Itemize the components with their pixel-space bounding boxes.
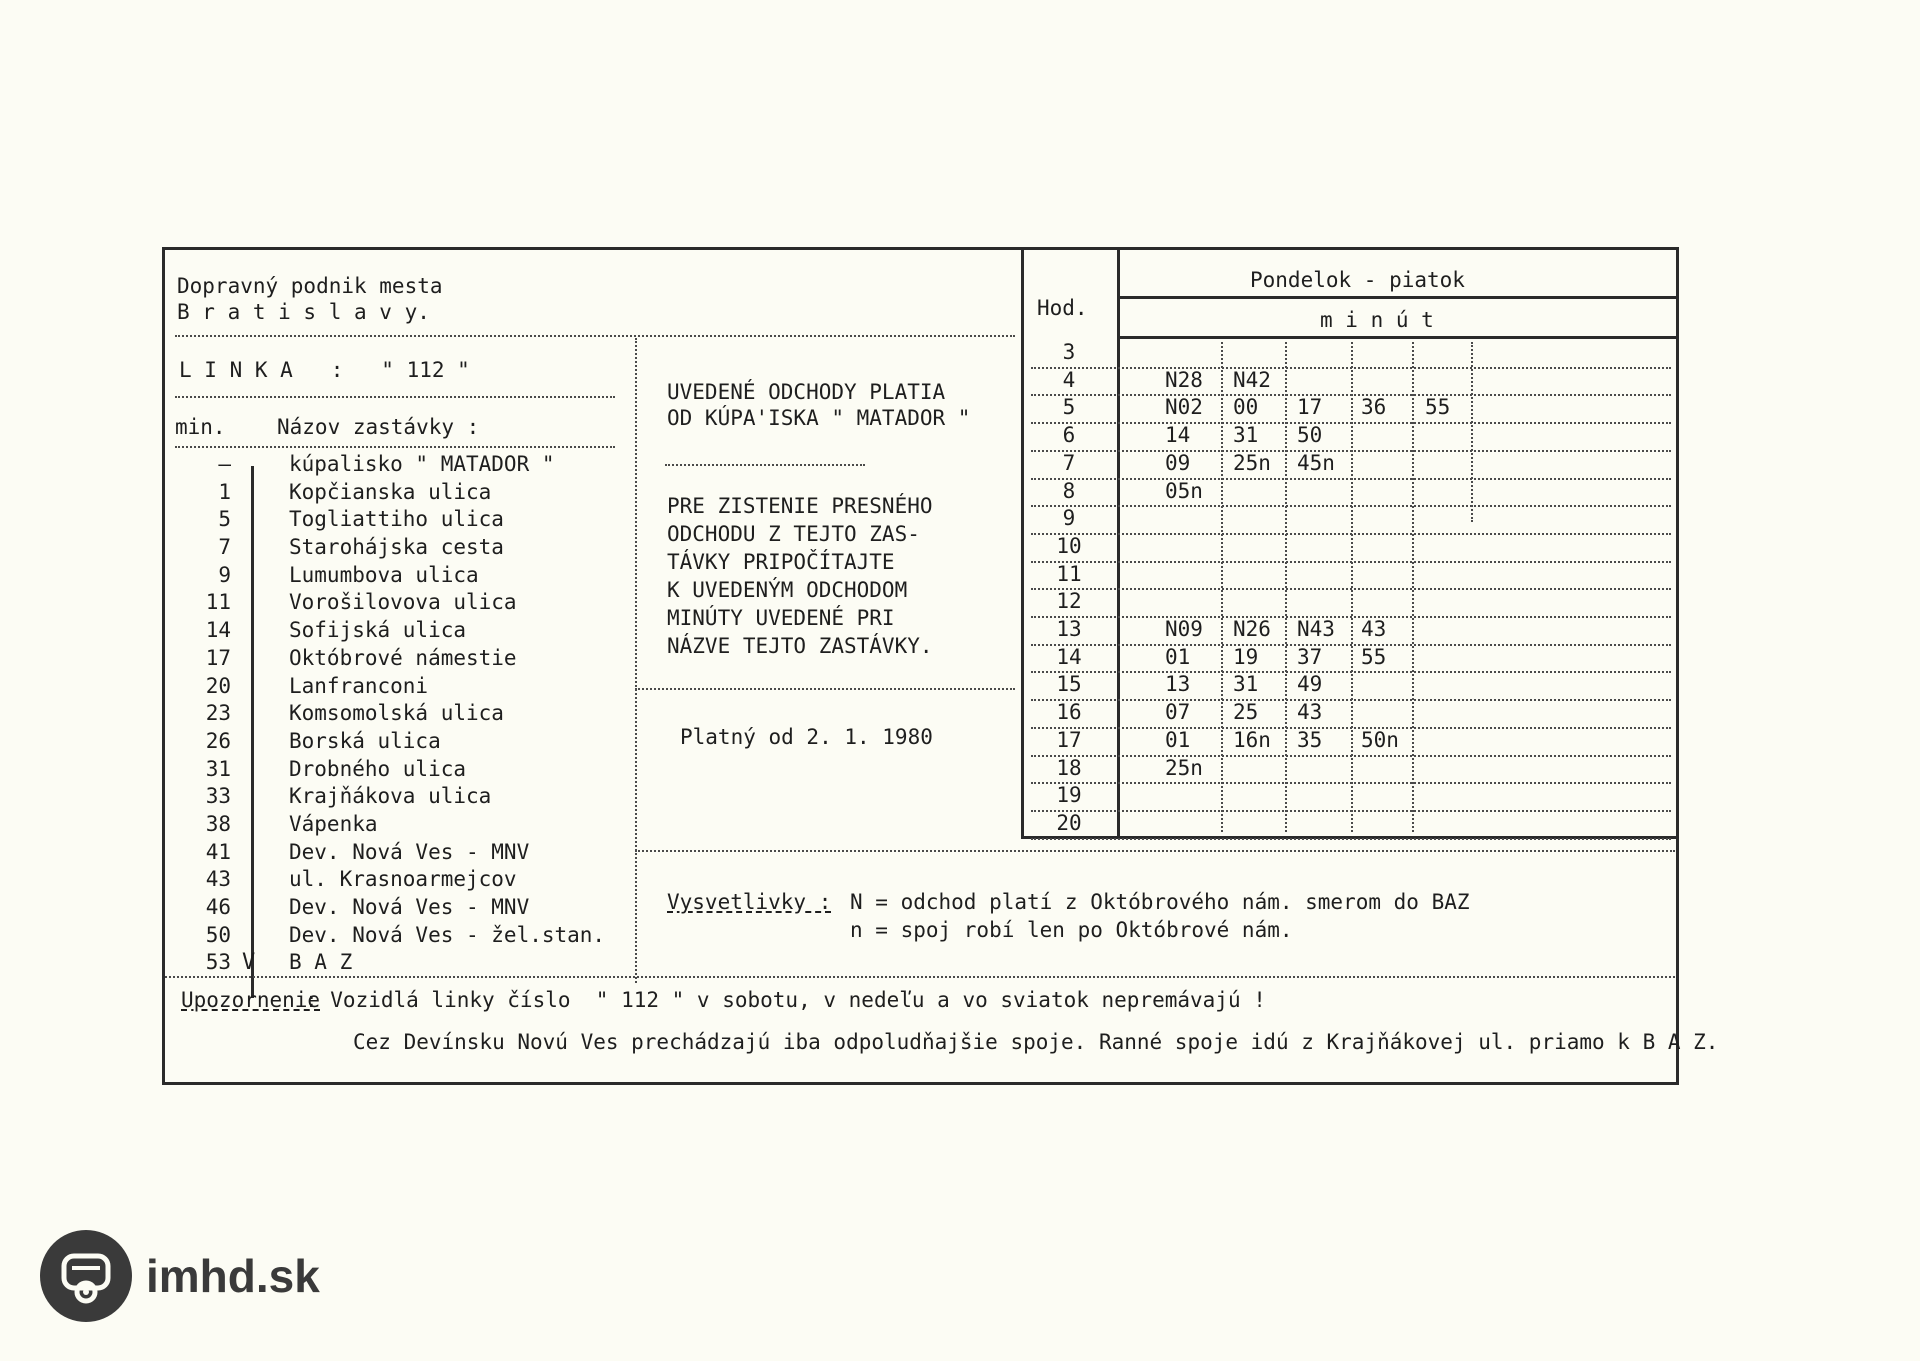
direction-arrow-line — [251, 466, 254, 998]
hour-label: 3 — [1062, 340, 1076, 364]
hour-label: 4 — [1062, 367, 1076, 392]
departure-minute: 50 — [1297, 423, 1323, 448]
hour-label: 9 — [1062, 506, 1076, 531]
warning-text: : Vozidlá linky číslo " 112 " v sobotu, v nedeľu a vo sviatok nepremávajú ! — [305, 988, 1266, 1012]
hour-label: 18 — [1056, 755, 1082, 780]
offset-instruction: PRE ZISTENIE PRESNÉHO ODCHODU Z TEJTO ZAS- TÁVKY PRIPOČÍTAJTE K UVEDENÝM ODCHODOM MINÚTY UVEDENÉ PRI NÁZVE TEJTO ZASTÁVKY. — [667, 494, 933, 658]
valid-from-date: Platný od 2. 1. 1980 — [680, 725, 933, 749]
hour-label: 5 — [1062, 395, 1076, 420]
hour-label: 17 — [1056, 727, 1082, 752]
legend-label: Vysvetlivky : — [667, 890, 832, 914]
departure-minute: 13 — [1165, 672, 1191, 697]
departure-minute: 50n — [1361, 727, 1399, 752]
departure-minute: N09 — [1165, 617, 1203, 641]
departure-minute: 01 — [1165, 644, 1191, 669]
hour-label: 7 — [1062, 450, 1076, 475]
hour-label: 20 — [1056, 810, 1082, 835]
hour-label: 16 — [1056, 700, 1082, 725]
departure-minute: 14 — [1165, 423, 1191, 448]
departure-minute: N28 — [1165, 367, 1203, 392]
direction-arrow-icon: V — [242, 950, 256, 975]
departure-minute: 31 — [1233, 672, 1259, 697]
departure-minute: 55 — [1425, 395, 1451, 420]
hour-label: 13 — [1056, 617, 1082, 641]
departure-minute: N26 — [1233, 617, 1271, 641]
departure-minute: 25n — [1165, 755, 1203, 780]
validity-note-line2: OD KÚPA'ISKA " MATADOR " — [667, 406, 971, 430]
departure-minute: 31 — [1233, 423, 1259, 448]
company-name-line1: Dopravný podnik mesta — [177, 274, 443, 298]
departure-minute: 07 — [1165, 700, 1191, 725]
hour-label: 6 — [1062, 423, 1076, 448]
departure-minute: 05n — [1165, 478, 1203, 503]
hour-label: 8 — [1062, 478, 1076, 503]
hour-label: 19 — [1056, 783, 1082, 808]
column-header-minutes: min. — [175, 415, 226, 439]
departure-minute: 37 — [1297, 644, 1323, 669]
legend-n-uppercase: N = odchod platí z Októbrového nám. smerom do BAZ — [850, 890, 1470, 914]
departure-minute: N02 — [1165, 395, 1203, 420]
departure-minute: 17 — [1297, 395, 1323, 420]
hour-column-header: Hod. — [1037, 296, 1088, 320]
company-name-line2: B r a t i s l a v y. — [177, 300, 430, 324]
departure-minute: 00 — [1233, 395, 1259, 420]
departure-minute: 01 — [1165, 727, 1191, 752]
departure-minute: 43 — [1297, 700, 1323, 725]
hour-label: 11 — [1056, 561, 1082, 586]
departure-minute: 16n — [1233, 727, 1271, 752]
hour-label: 12 — [1056, 589, 1082, 614]
departure-minute: 49 — [1297, 672, 1323, 697]
timetable-sheet: Dopravný podnik mesta B r a t i s l a v y. L I N K A : " 112 " min. Názov zastávky : V — kúpalisko " MATADOR " 1 Kopčianska ulica 5 Togliattiho ulica 7 Starohájska cesta 9 Lumumbova ulica 11 Vorošilovova ulica 14 Sofijská ulica 17 Októbrové námestie 20 Lanfranconi 23 Komsomolská ulica 26 Borská ulica 31 Drobného ulica 33 Krajňákova ulica 38 Vápenka 41 Dev. Nová Ves - MNV 43 ul. Krasnoarmejcov 46 Dev. Nová Ves - MNV 50 Dev. Nová Ves - žel.stan. 53 B A Z UVEDENÉ ODCHODY PLATIA OD KÚPA'ISKA " MATADOR " PRE ZISTENIE PRESNÉHO ODCHODU Z TEJTO ZAS- TÁVKY PRIPOČÍTAJTE K UVEDENÝM ODCHODOM MINÚTY UVEDENÉ PRI NÁZVE TEJTO ZASTÁVKY. Platný od 2. 1. 1980 Hod. Pondelok - piatok m i n ú t 3 4 N28 N42 5 N02 00 17 36 55 6 14 31 50 7 09 25n 45n 8 05n 9 10 11 12 13 N09 N26 N43 43 14 01 19 37 55 15 13 31 49 16 07 25 43 17 01 16n 35 50n 18 25n 19 20 Vysvetlivky : N = odchod platí z Októbrového nám. smerom do BAZ n = spoj robí len po Októbrové nám. Upozornenie : Vozidlá linky číslo " 112 " v sobotu, v nedeľu a vo sviatok nepremávajú ! Cez Devínsku Novú Ves prechádzajú iba odpoludňajšie spoje. Ranné spoje idú z Krajňákovej ul. priamo k B A Z. — [162, 247, 1679, 1085]
hour-label: 10 — [1056, 533, 1082, 558]
imhd-logo-text: imhd.sk — [146, 1250, 320, 1302]
departure-minute: 35 — [1297, 727, 1323, 752]
day-type-header: Pondelok - piatok — [1250, 268, 1465, 292]
line-number: L I N K A : " 112 " — [179, 358, 470, 382]
departure-minute: 25 — [1233, 700, 1259, 725]
warning-label: Upozornenie — [181, 988, 321, 1012]
hour-label: 14 — [1056, 644, 1082, 669]
departure-minute: 25n — [1233, 450, 1271, 475]
validity-note-line1: UVEDENÉ ODCHODY PLATIA — [667, 380, 946, 404]
legend-n-lowercase: n = spoj robí len po Októbrové nám. — [850, 918, 1293, 942]
departure-minute: 19 — [1233, 644, 1259, 669]
departure-minute: 45n — [1297, 450, 1335, 475]
departure-minute: N42 — [1233, 367, 1271, 392]
departure-minute: 36 — [1361, 395, 1387, 420]
minutes-header: m i n ú t — [1320, 308, 1434, 332]
departure-minute: N43 — [1297, 617, 1335, 641]
departure-minute: 43 — [1361, 617, 1387, 641]
imhd-logo — [40, 1230, 320, 1322]
column-header-stop-name: Názov zastávky : — [277, 415, 480, 439]
route-note: Cez Devínsku Novú Ves prechádzajú iba odpoludňajšie spoje. Ranné spoje idú z Krajňákovej ul. priamo k B A Z. — [353, 1030, 1719, 1054]
departure-minute: 55 — [1361, 644, 1387, 669]
departure-minute: 09 — [1165, 450, 1191, 475]
imhd-logo-icon — [40, 1230, 132, 1322]
hour-label: 15 — [1056, 672, 1082, 697]
